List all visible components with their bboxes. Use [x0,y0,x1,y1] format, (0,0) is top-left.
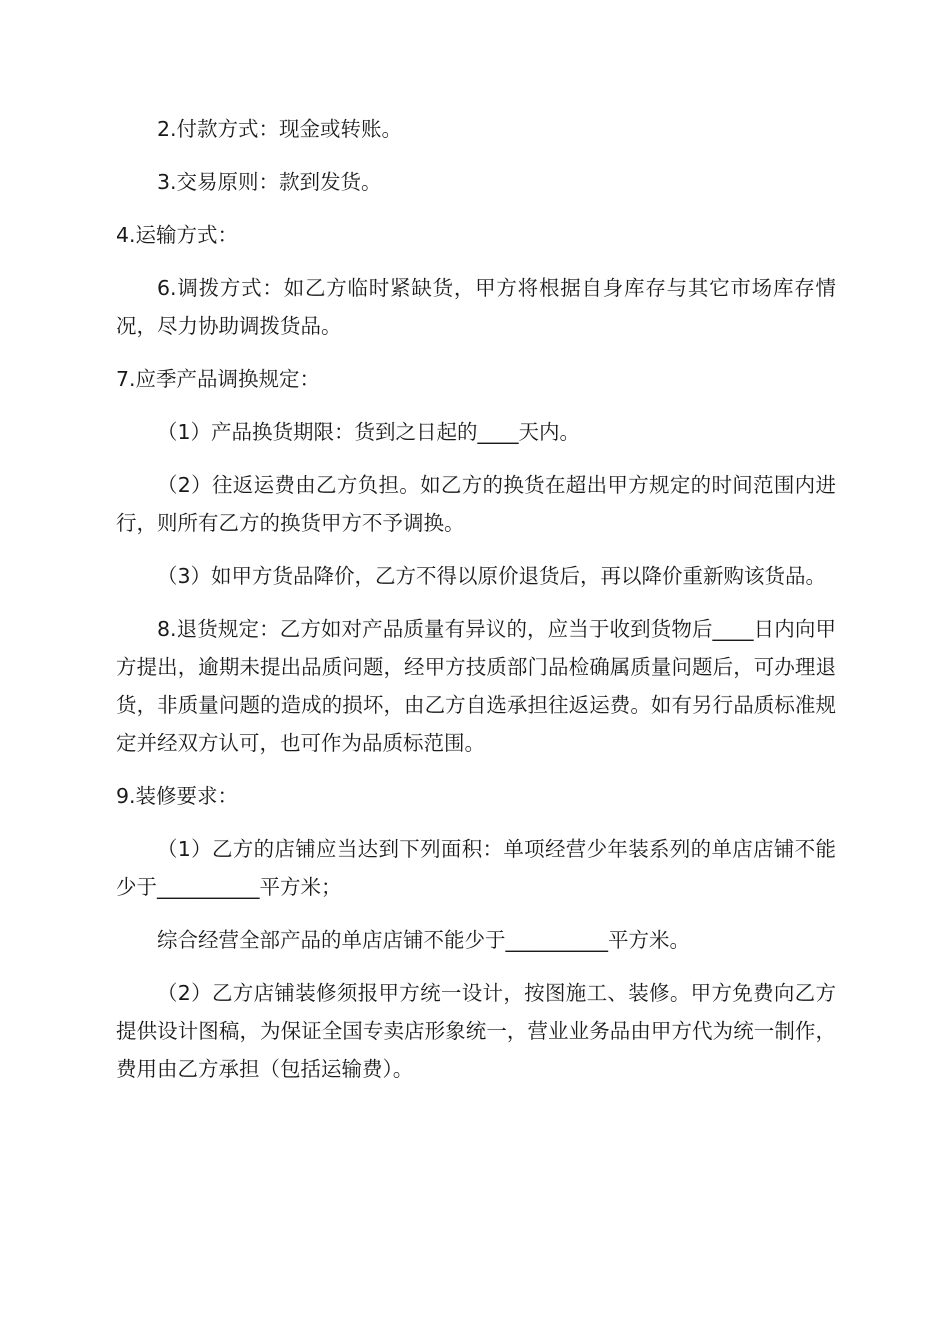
paragraph-freight-responsibility: （2）往返运费由乙方负担。如乙方的换货在超出甲方规定的时间范围内进行，则所有乙方的换货甲方不予调换。 [116,473,836,535]
heading-transport-method: 4.运输方式： [116,223,239,247]
heading-seasonal-exchange: 7.应季产品调换规定： [116,367,321,391]
paragraph-store-area-comprehensive: 综合经营全部产品的单店店铺不能少于__________平方米。 [157,928,690,952]
paragraph-store-design: （2）乙方店铺装修须报甲方统一设计，按图施工、装修。甲方免费向乙方提供设计图稿，为保证全国专卖店形象统一，营业业务品由甲方代为统一制作，费用由乙方承担（包括运输费）。 [116,981,836,1081]
paragraph-exchange-period: （1）产品换货期限：货到之日起的____天内。 [157,420,581,444]
paragraph-payment-method: 2.付款方式：现金或转账。 [157,117,403,141]
paragraph-store-area-single: （1）乙方的店铺应当达到下列面积：单项经营少年装系列的单店店铺不能少于__________平方米； [116,837,836,899]
paragraph-return-policy: 8.退货规定：乙方如对产品质量有异议的，应当于收到货物后____日内向甲方提出，逾期未提出品质问题，经甲方技质部门品检确属质量问题后，可办理退货，非质量问题的造成的损坏，由乙方自选承担往返运费。如有另行品质标准规定并经双方认可，也可作为品质标范围。 [116,617,836,755]
heading-decoration-requirements: 9.装修要求： [116,784,239,808]
paragraph-allocation-method: 6.调拨方式：如乙方临时紧缺货，甲方将根据自身库存与其它市场库存情况，尽力协助调拨货品。 [116,276,836,338]
paragraph-trade-principle: 3.交易原则：款到发货。 [157,170,382,194]
document-body [116,110,836,1103]
paragraph-price-reduction: （3）如甲方货品降价，乙方不得以原价退货后，再以降价重新购该货品。 [157,564,827,588]
